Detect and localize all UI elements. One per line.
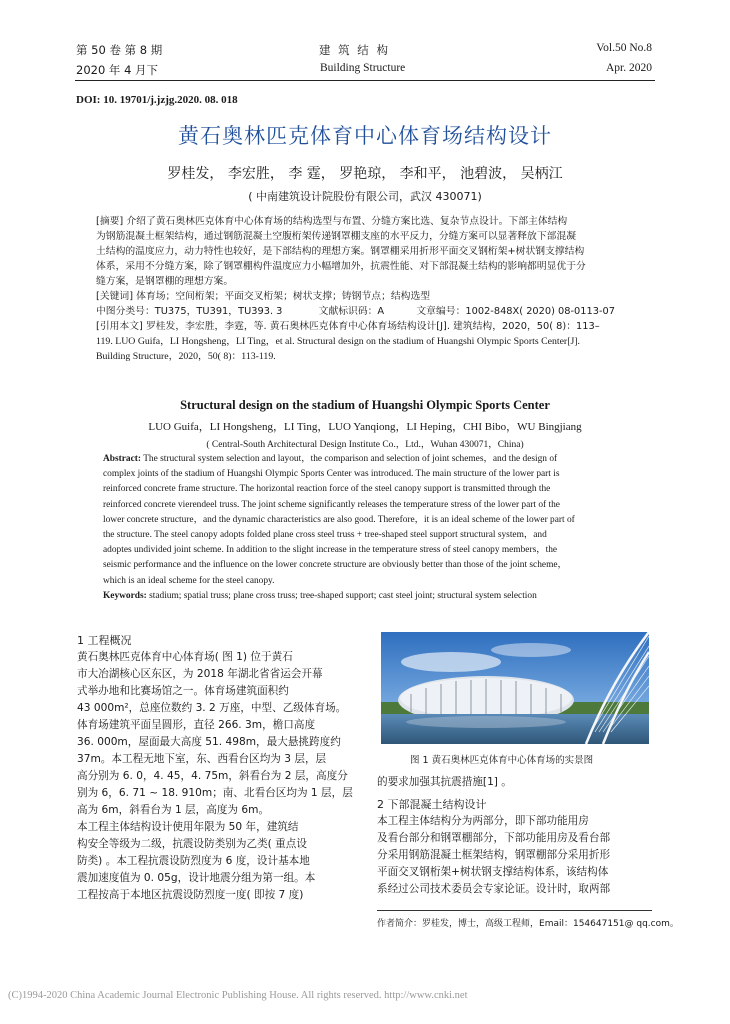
stadium-photo-illustration [381, 632, 649, 744]
document-code: 文献标识码：A [318, 306, 385, 317]
abstract-en-label: Abstract: [103, 454, 142, 464]
body-line: 高为 6m，斜看台为 1 层，高度为 6m。 [77, 804, 270, 816]
paper-title-en: Structural design on the stadium of Huangshi Olympic Sports Center [180, 398, 550, 412]
header-rule [75, 80, 655, 81]
body-line: 本工程主体结构设计使用年限为 50 年，建筑结 [77, 821, 299, 833]
abstract-en-line: the structure. The steel canopy adopts folded plane cross steel truss + tree-shaped steel support structural system，and [103, 530, 547, 541]
body-line: 36. 000m，屋面最大高度 51. 498m，最大悬挑跨度约 [77, 736, 341, 748]
body-line: 市大冶湖核心区东区，为 2018 年湖北省省运会开幕 [77, 668, 323, 680]
citation-line: Building Structure，2020，50( 8)：113-119. [96, 351, 276, 362]
clc-number: 中图分类号：TU375，TU391，TU393. 3 [96, 306, 283, 317]
article-number: 文章编号：1002-848X( 2020) 08-0113-07 [416, 306, 615, 317]
doi: DOI: 10. 19701/j.jzjg.2020. 08. 018 [76, 94, 238, 106]
stadium-photo [381, 632, 649, 744]
body-line: 43 000m²，总座位数约 3. 2 万座，中型、乙级体育场。 [77, 702, 347, 714]
keywords-en-label: Keywords: [103, 590, 147, 601]
section-1-body [77, 649, 367, 904]
body-line: 系经过公司技术委员会专家论证。设计时，取两部 [377, 883, 611, 895]
abstract-cn-line: 为钢筋混凝土框架结构，通过钢筋混凝土空腹桁架传递钢罩棚支座的水平反力，分缝方案可以显著释放下部混凝 [96, 231, 577, 242]
body-line: 高分别为 6. 0，4. 45，4. 75m，斜看台为 2 层，高度分 [77, 770, 348, 782]
footnote-rule [377, 910, 652, 911]
classification-row [96, 304, 656, 319]
body-line: 分采用钢筋混凝土框架结构，钢罩棚部分采用折形 [377, 849, 611, 861]
body-line: 平面交叉钢桁架+树状钢支撑结构体系，该结构体 [377, 866, 609, 878]
date-cn: 2020 年 4 月下 [76, 63, 159, 77]
section-1-heading: 1 工程概况 [77, 634, 132, 647]
abstract-en-line: which is an ideal scheme for the steel canopy. [103, 575, 275, 586]
citation-line: 119. LUO Guifa，LI Hongsheng，LI Ting，et al. Structural design on the stadium of Huangshi Olympic Sports Center[J]. [96, 336, 580, 347]
keywords-cn: [关键词] 体育场；空间桁架；平面交叉桁架；树状支撑；铸钢节点；结构选型 [96, 291, 431, 302]
abstract-cn-line: 土结构的温度应力，动力特性也较好，是下部结构的理想方案。钢罩棚采用折形平面交叉钢桁架+树状钢支撑结构 [96, 246, 585, 257]
date-en: Apr. 2020 [606, 62, 652, 74]
abstract-cn-line: 体系，采用不分缝方案，除了钢罩棚构件温度应力小幅增加外，抗震性能、对下部混凝土结构的影响都明显优于分 [96, 261, 586, 272]
journal-name-en: Building Structure [320, 62, 406, 74]
body-line: 及看台部分和钢罩棚部分，下部功能用房及看台部 [377, 832, 611, 844]
abstract-cn-line: 缝方案，是钢罩棚的理想方案。 [96, 276, 234, 287]
copyright-notice: (C)1994-2020 China Academic Journal Electronic Publishing House. All rights reserved. http://www.cnki.net [8, 990, 468, 1001]
body-line: 别为 6，6. 71 ~ 18. 910m；南、北看台区均为 1 层，层 [77, 787, 353, 799]
journal-name-cn: 建 筑 结 构 [319, 43, 390, 57]
abstract-en-line: complex joints of the stadium of Huangshi Olympic Sports Center was introduced. The main structure of the lower part is [103, 469, 560, 480]
abstract-en [103, 452, 655, 604]
abstract-cn-line: [摘要] 介绍了黄石奥林匹克体育中心体育场的结构选型与布置、分缝方案比选、复杂节点设计。下部主体结构 [96, 216, 568, 227]
body-line: 本工程主体结构分为两部分，即下部功能用房 [377, 815, 589, 827]
section-2-heading: 2 下部混凝土结构设计 [377, 798, 487, 811]
affiliation-cn: ( 中南建筑设计院股份有限公司，武汉 430071) [248, 190, 482, 203]
affiliation-en: ( Central-South Architectural Design Institute Co.，Ltd.，Wuhan 430071，China) [206, 440, 524, 450]
abstract-en-line: reinforced concrete vierendeel truss. The joint scheme significantly releases the temperature stress of the lower part of the [103, 499, 560, 510]
abstract-cn [96, 214, 656, 364]
body-line: 防类) 。本工程抗震设防烈度为 6 度，设计基本地 [77, 855, 310, 867]
keywords-en: Keywords: stadium; spatial truss; plane cross truss; tree-shaped support; cast steel joint; structural system selection [103, 590, 537, 601]
abstract-en-line: lower concrete structure，and the dynamic characteristics are also good. Therefore，it is an ideal scheme of the lower part of [103, 514, 575, 525]
figure-1-caption: 图 1 黄石奥林匹克体育中心体育场的实景图 [410, 755, 594, 766]
section-2-body [377, 813, 657, 898]
body-line: 震加速度值为 0. 05g，设计地震分组为第一组。本 [77, 872, 316, 884]
body-line: 式举办地和比赛场馆之一。体育场建筑面积约 [77, 685, 289, 697]
body-line: 的要求加强其抗震措施[1] 。 [377, 776, 512, 788]
volume-issue-cn: 第 50 卷 第 8 期 [76, 43, 163, 57]
abstract-en-line: reinforced concrete frame structure. The horizontal reaction force of the steel canopy support is transmitted through the [103, 484, 551, 495]
body-line: 37m。本工程无地下室，东、西看台区均为 3 层，层 [77, 753, 327, 765]
abstract-en-line: Abstract: The structural system selection and layout，the comparison and selection of joint schemes，and the design of [103, 454, 558, 464]
authors-cn: 罗桂发， 李宏胜， 李 霆， 罗艳琼， 李和平， 池碧波， 吴柄江 [167, 166, 563, 182]
body-line: 体育场建筑平面呈圆形，直径 266. 3m，檐口高度 [77, 719, 316, 731]
abstract-en-line: seismic performance and the influence on the lower concrete structure are obviously better than those of the joint scheme， [103, 560, 567, 571]
abstract-en-line: adoptes undivided joint scheme. In addition to the slight increase in the temperature stress of steel canopy members，the [103, 545, 558, 556]
body-line: 工程按高于本地区抗震设防烈度一度( 即按 7 度) [77, 889, 304, 901]
paper-title-cn: 黄石奥林匹克体育中心体育场结构设计 [178, 124, 552, 148]
citation-line: [引用本文] 罗桂发，李宏胜，李霆，等. 黄石奥林匹克体育中心体育场结构设计[J]. 建筑结构，2020，50( 8)：113– [96, 321, 600, 332]
body-line: 黄石奥林匹克体育中心体育场( 图 1) 位于黄石 [77, 651, 293, 663]
body-line: 构安全等级为二级，抗震设防类别为乙类( 重点设 [77, 838, 307, 850]
volume-issue-en: Vol.50 No.8 [596, 42, 652, 54]
author-note: 作者简介：罗桂发，博士，高级工程师，Email：154647151@ qq.com。 [377, 919, 679, 929]
authors-en: LUO Guifa，LI Hongsheng，LI Ting，LUO Yanqiong，LI Heping，CHI Bibo，WU Bingjiang [148, 421, 582, 433]
